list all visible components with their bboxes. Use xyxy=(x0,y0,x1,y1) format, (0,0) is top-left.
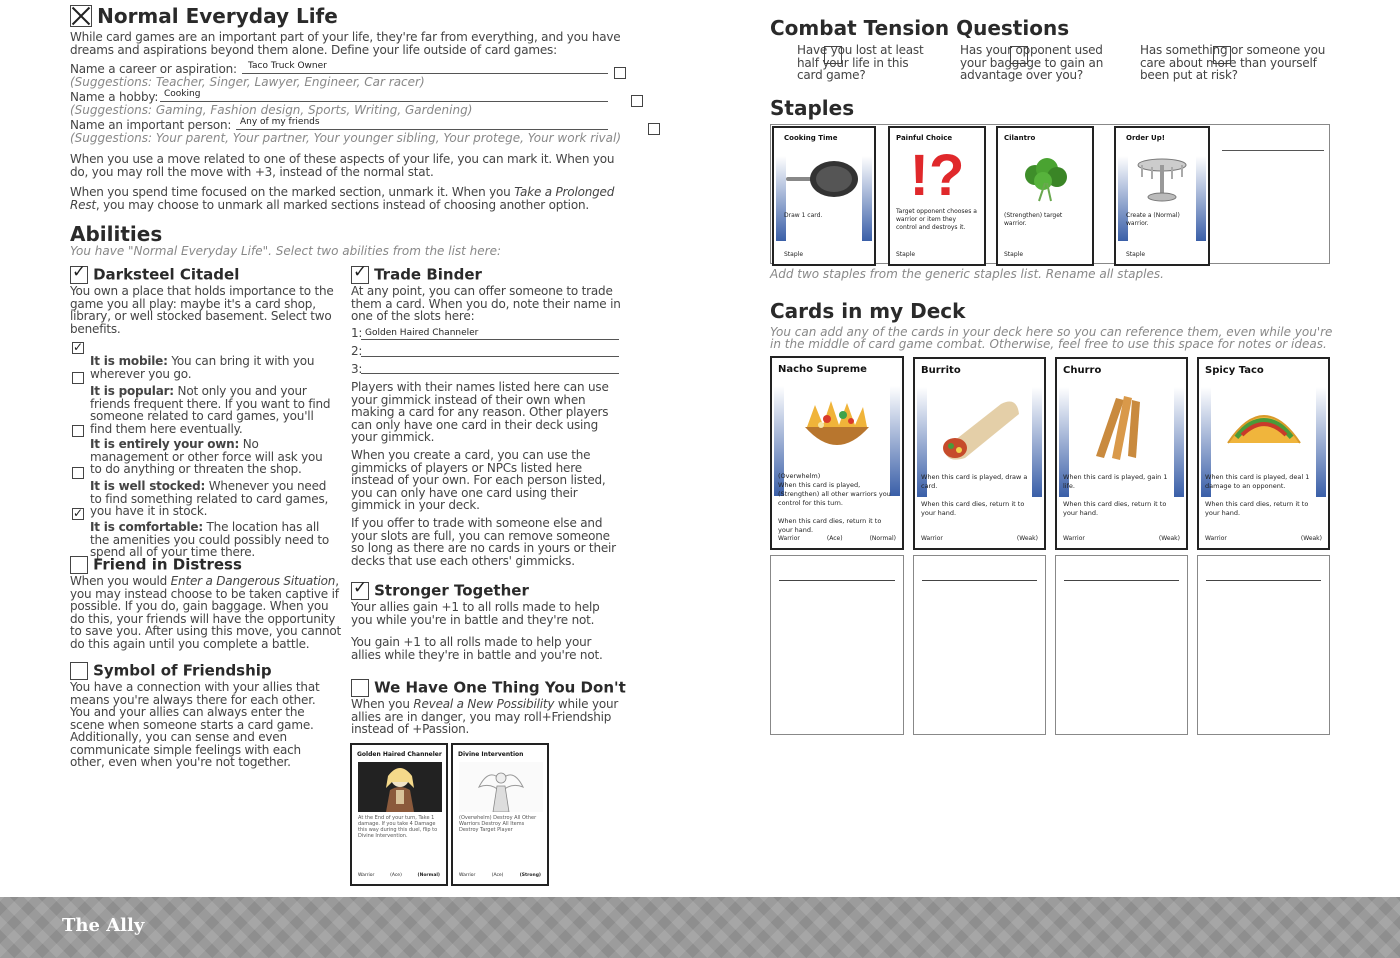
footer-label: The Ally xyxy=(62,915,145,936)
friend-checkbox[interactable] xyxy=(70,556,88,574)
hobby-value: Cooking xyxy=(164,89,201,99)
card-text: (Overwhelm) Destroy All Other Warriors Destroy All Items Destroy Target Player xyxy=(459,815,537,833)
person-field[interactable] xyxy=(236,118,608,130)
mini-card-channeler[interactable] xyxy=(350,743,448,886)
trade-checkbox[interactable] xyxy=(351,266,369,284)
opt-popular-text: It is popular: Not only you and your friends frequent there. If you want to find someone related to card games, you'll find them here eventually. xyxy=(90,384,331,436)
career-label: Name a career or aspiration: xyxy=(70,62,237,76)
card-text: (Strengthen) target warrior. xyxy=(1004,212,1063,227)
card-name: Order Up! xyxy=(1126,134,1165,142)
deck-card-churro[interactable] xyxy=(1055,357,1188,550)
opt-comfortable-checkbox[interactable] xyxy=(72,508,84,520)
person-mark-checkbox[interactable] xyxy=(648,123,660,135)
card-name: Divine Intervention xyxy=(458,751,524,758)
slot-3-label: 3: xyxy=(351,362,363,376)
friend-title: Friend in Distress xyxy=(93,555,242,574)
slot-2-field[interactable] xyxy=(361,345,619,357)
interrobang-icon: !? xyxy=(909,142,965,208)
combat-q2: Has your opponent used your baggage to gain an advantage over you? xyxy=(960,43,1104,82)
nel-p1: When you use a move related to one of these aspects of your life, you can mark it. When you do, you may roll the move with +3, instead of the normal stat. xyxy=(70,152,615,179)
staple-card-orderup[interactable] xyxy=(1114,126,1210,266)
staples-title: Staples xyxy=(770,96,855,120)
card-name-line[interactable] xyxy=(779,580,895,581)
darksteel-heading xyxy=(70,264,239,284)
career-value: Taco Truck Owner xyxy=(248,61,327,71)
trade-body: At any point, you can offer someone to trade them a card. When you do, note their name in one of the slots here: xyxy=(351,284,621,323)
darksteel-checkbox[interactable] xyxy=(70,266,88,284)
opt-comfortable-text: It is comfortable: The location has all the amenities you could possibly need to spend all of your time there. xyxy=(90,520,330,559)
angel-figure-icon xyxy=(459,762,543,812)
card-text: Target opponent chooses a warrior or item they control and destroys it. xyxy=(896,208,977,231)
hobby-field[interactable] xyxy=(160,90,608,102)
card-name-line[interactable] xyxy=(1206,580,1321,581)
symbol-checkbox[interactable] xyxy=(70,662,88,680)
opt-popular-checkbox[interactable] xyxy=(72,372,84,384)
card-footer: Warrior (Weak) xyxy=(1063,535,1180,542)
churro-icon xyxy=(1063,381,1180,473)
nel-checkbox[interactable] xyxy=(70,5,92,27)
empty-card-slot[interactable] xyxy=(770,555,904,735)
card-footer: Warrior (Ace) (Normal) xyxy=(358,873,440,878)
onething-heading xyxy=(351,677,626,697)
card-name-line[interactable] xyxy=(1064,580,1179,581)
divine-art xyxy=(459,762,543,812)
card-text: (Overwhelm) When this card is played, (Strengthen) all other warriors you control for this turn. When this card dies, return it to your hand. xyxy=(778,472,891,534)
career-field[interactable] xyxy=(242,62,608,74)
deck-card-nacho[interactable] xyxy=(770,356,904,550)
card-footer: Warrior (Ace) (Strong) xyxy=(459,873,541,878)
card-text: When this card is played, deal 1 damage to an opponent. When this card dies, return it to your hand. xyxy=(1205,473,1310,517)
burrito-icon xyxy=(921,381,1038,473)
slot-2-label: 2: xyxy=(351,344,363,358)
opt-mobile-text: It is mobile: You can bring it with you wherever you go. xyxy=(90,354,315,381)
order-wheel-icon xyxy=(1122,150,1202,206)
card-name: Painful Choice xyxy=(896,134,953,142)
empty-card-slot[interactable] xyxy=(1197,555,1330,735)
staple-card-cooking[interactable] xyxy=(772,126,876,266)
nel-heading xyxy=(70,4,338,28)
darksteel-body: You own a place that holds importance to the game you all play: maybe it's a card shop, library, or well stocked basement. Select two benefits. xyxy=(70,284,334,336)
card-text: When this card is played, draw a card. When this card dies, return it to your hand. xyxy=(921,473,1028,517)
page-footer-band xyxy=(0,897,1400,958)
friend-body: When you would Enter a Dangerous Situation, you may instead choose to be taken captive if possible. If you do, gain baggage. When you do this, your friends will have the opportunity to save you. After using this move, you cannot do this again until you complete a battle. xyxy=(70,574,342,651)
opt-stocked-checkbox[interactable] xyxy=(72,467,84,479)
person-suggestions: (Suggestions: Your parent, Your partner, Your younger sibling, Your protege, Your work rival) xyxy=(70,131,622,145)
stronger-p2: You gain +1 to all rolls made to help your allies while they're in battle and you're not. xyxy=(351,635,603,662)
abilities-subtitle: You have "Normal Everyday Life". Select two abilities from the list here: xyxy=(70,244,502,258)
card-name: Cilantro xyxy=(1004,134,1036,142)
staples-note: Add two staples from the generic staples list. Rename all staples. xyxy=(770,267,1164,281)
staple-blank-line[interactable] xyxy=(1222,150,1324,151)
stronger-checkbox[interactable] xyxy=(351,582,369,600)
deck-card-taco[interactable] xyxy=(1197,357,1330,550)
channeler-art xyxy=(358,762,442,812)
person-value: Any of my friends xyxy=(240,117,320,127)
career-suggestions: (Suggestions: Teacher, Singer, Lawyer, Engineer, Car racer) xyxy=(70,75,425,89)
mini-card-divine[interactable] xyxy=(451,743,549,886)
card-name-line[interactable] xyxy=(922,580,1037,581)
stronger-heading xyxy=(351,580,529,600)
card-footer: Warrior (Weak) xyxy=(921,535,1038,542)
onething-body: When you Reveal a New Possibility while your allies are in danger, you may roll+Friendship instead of +Passion. xyxy=(351,697,619,736)
onething-title: We Have One Thing You Don't xyxy=(374,678,626,697)
nel-p2: When you spend time focused on the marked section, unmark it. When you Take a Prolonged Rest, you may choose to unmark all marked sections instead of choosing another option. xyxy=(70,185,615,212)
combat-q3: Has something or someone you care about more than yourself been put at risk? xyxy=(1140,43,1326,82)
slot-1-value: Golden Haired Channeler xyxy=(365,328,479,338)
card-text: Draw 1 card. xyxy=(784,212,823,219)
staple-card-painful[interactable] xyxy=(888,126,986,266)
slot-1-field[interactable] xyxy=(361,328,619,340)
opt-stocked-text: It is well stocked: Whenever you need to find something related to card games, you have it in stock. xyxy=(90,479,329,518)
hobby-suggestions: (Suggestions: Gaming, Fashion design, Sports, Writing, Gardening) xyxy=(70,103,473,117)
card-footer: Staple xyxy=(896,251,916,258)
opt-mobile-checkbox[interactable] xyxy=(72,342,84,354)
empty-card-slot[interactable] xyxy=(913,555,1046,735)
darksteel-title: Darksteel Citadel xyxy=(93,265,240,284)
deck-title: Cards in my Deck xyxy=(770,299,966,323)
card-name: Golden Haired Channeler xyxy=(357,751,442,758)
stronger-p1: Your allies gain +1 to all rolls made to help you while you're in battle and they're not. xyxy=(351,600,600,627)
nacho-bowl-icon xyxy=(778,380,896,472)
card-name: Spicy Taco xyxy=(1205,365,1264,376)
card-text: When this card is played, gain 1 life. When this card dies, return it to your hand. xyxy=(1063,473,1168,517)
friend-heading xyxy=(70,554,242,574)
cilantro-icon xyxy=(1004,150,1086,206)
career-mark-checkbox[interactable] xyxy=(614,67,626,79)
trade-title: Trade Binder xyxy=(374,265,482,284)
opt-own-text: It is entirely your own: No management or other force will ask you to do anything or threaten the shop. xyxy=(90,437,323,476)
symbol-title: Symbol of Friendship xyxy=(93,661,272,680)
trade-p3: If you offer to trade with someone else and your slots are full, you can remove someone so long as there are no cards in yours or their decks that use each others' gimmicks. xyxy=(351,516,616,568)
trade-p2: When you create a card, you can use the gimmicks of players or NPCs listed here instead of your own. For each person listed, you can only have one card using their gimmick in your deck. xyxy=(351,448,606,512)
symbol-heading xyxy=(70,660,272,680)
card-footer: Staple xyxy=(1126,251,1146,258)
onething-checkbox[interactable] xyxy=(351,679,369,697)
staple-card-cilantro[interactable] xyxy=(996,126,1094,266)
channeler-figure-icon xyxy=(358,762,442,812)
opt-own-checkbox[interactable] xyxy=(72,425,84,437)
deck-card-burrito[interactable] xyxy=(913,357,1046,550)
taco-icon xyxy=(1205,381,1322,473)
card-footer: Warrior (Ace) (Normal) xyxy=(778,535,896,542)
trade-heading xyxy=(351,264,482,284)
card-footer: Staple xyxy=(784,251,804,258)
card-text: At the End of your turn, Take 1 damage. If you take 4 Damage this way during this duel, flip to Divine Intervention. xyxy=(358,815,438,839)
person-label: Name an important person: xyxy=(70,118,232,132)
nel-intro: While card games are an important part of your life, they're far from everything, and you have dreams and aspirations beyond them alone. Define your life outside of card games: xyxy=(70,30,621,57)
combat-q1: Have you lost at least half your life in this card game? xyxy=(797,43,924,82)
empty-card-slot[interactable] xyxy=(1055,555,1188,735)
darksteel-opt-5 xyxy=(72,502,334,559)
frying-pan-icon xyxy=(780,152,868,206)
stronger-title: Stronger Together xyxy=(374,581,529,600)
hobby-mark-checkbox[interactable] xyxy=(631,95,643,107)
card-name: Burrito xyxy=(921,365,961,376)
card-footer: Staple xyxy=(1004,251,1024,258)
card-name: Churro xyxy=(1063,365,1102,376)
card-name: Nacho Supreme xyxy=(778,364,867,375)
hobby-label: Name a hobby: xyxy=(70,90,159,104)
card-text: Create a (Normal) warrior. xyxy=(1126,212,1180,227)
slot-3-field[interactable] xyxy=(361,362,619,374)
deck-note: You can add any of the cards in your deck here so you can reference them, even while you're in the middle of card game combat. Otherwise, feel free to use this space for notes or ideas. xyxy=(770,325,1333,351)
abilities-title: Abilities xyxy=(70,222,163,246)
nel-title: Normal Everyday Life xyxy=(97,4,338,28)
card-name: Cooking Time xyxy=(784,134,838,142)
slot-1-label: 1: xyxy=(351,326,363,340)
card-footer: Warrior (Weak) xyxy=(1205,535,1322,542)
symbol-body: You have a connection with your allies that means you're always there for each other. You and your allies can always enter the scene when someone starts a card game. Additionally, you can sense and even communicate simple feelings with each other, even when you're not together. xyxy=(70,680,320,769)
combat-title: Combat Tension Questions xyxy=(770,16,1070,40)
trade-p1: Players with their names listed here can use your gimmick instead of their own when making a card for any reason. Other players can only have one card in their deck using your gimmick. xyxy=(351,380,609,444)
